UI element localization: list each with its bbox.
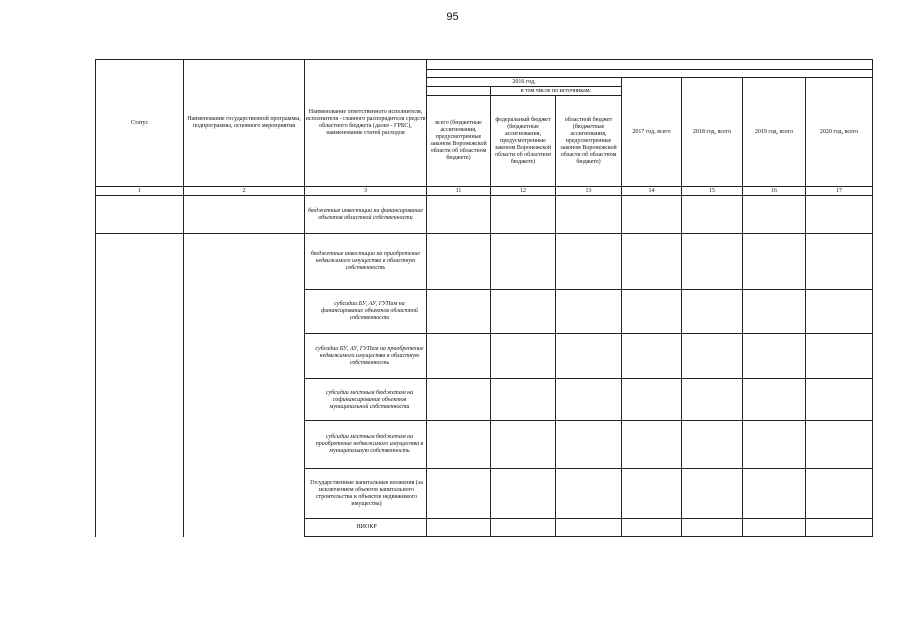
column-number: 1 [96, 187, 184, 196]
header-blank-second [427, 70, 873, 78]
header-year-2016: 2016 год, [427, 78, 622, 87]
row-label: субсидии местным бюджетам на приобретение недвижимого имущества в муниципальную собственность [305, 421, 427, 469]
row-label: субсидии местным бюджетам на софинансирование объектов муниципальной собственности [305, 379, 427, 421]
budget-table [95, 59, 873, 537]
header-year-2019: 2019 год, всего [743, 78, 806, 187]
column-number: 11 [427, 187, 491, 196]
column-number-row [96, 187, 873, 196]
column-number: 14 [622, 187, 682, 196]
header-program-name: Наименование государственной программы, подпрограммы, основного мероприятия [184, 60, 305, 187]
header-year-2018: 2018 год, всего [682, 78, 743, 187]
header-regional-2016: областной бюджет (бюджетные ассигнования, предусмотренные законом Воронежской области об областном бюджете) [556, 96, 622, 187]
page-number: 95 [446, 11, 459, 23]
header-blank-top [427, 60, 873, 70]
row-label: субсидии БУ, АУ, ГУПам на приобретение недвижимого имущества в областную собственность [305, 334, 427, 379]
row-label: бюджетные инвестиции на финансирование объектов областной собственности [305, 196, 427, 234]
column-number: 15 [682, 187, 743, 196]
table-row [96, 234, 873, 290]
column-number: 2 [184, 187, 305, 196]
header-executor-name: Наименование ответственного исполнителя, исполнителя - главного распорядителя средств областного бюджета (далее - ГРБС), наименование статей расходов [305, 60, 427, 187]
row-label: Государственные капитальные вложения (за исключением объектов капитального строительства и объектов недвижимого имущества) [305, 469, 427, 519]
header-by-sources: в том числе по источникам: [491, 87, 622, 96]
header-status: Статус [96, 60, 184, 187]
table-row [96, 196, 873, 234]
header-total-2016: всего (бюджетные ассигнования, предусмотренные законом Воронежской области об областном бюджете) [427, 96, 491, 187]
column-number: 12 [491, 187, 556, 196]
column-number: 16 [743, 187, 806, 196]
row-label: субсидии БУ, АУ, ГУПам на финансирование объектов областной собственности [305, 290, 427, 334]
header-federal-2016: федеральный бюджет (бюджетные ассигнования, предусмотренные законом Воронежской области об областном бюджете) [491, 96, 556, 187]
column-number: 3 [305, 187, 427, 196]
row-label: НИОКР [305, 519, 427, 537]
column-number: 17 [806, 187, 873, 196]
header-year-2020: 2020 год, всего [806, 78, 873, 187]
column-number: 13 [556, 187, 622, 196]
header-year-2017: 2017 год, всего [622, 78, 682, 187]
row-label: бюджетные инвестиции на приобретение недвижимого имущества в областную собственность [305, 234, 427, 290]
